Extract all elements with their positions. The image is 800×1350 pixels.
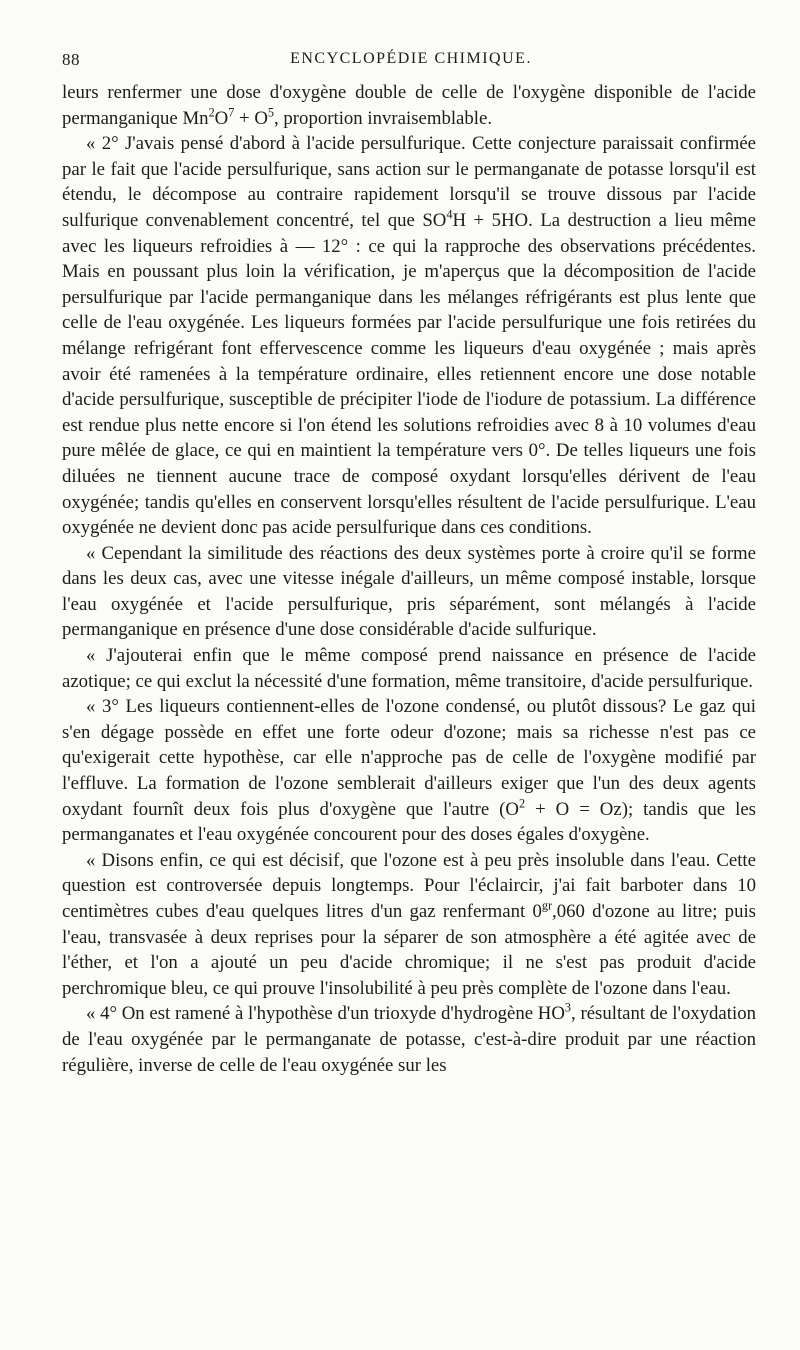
superscript: 5: [267, 105, 275, 120]
text-run: « 3° Les liqueurs contiennent-elles de l'ozone condensé, ou plutôt dissous? Le gaz qui s'en dégage possède en effet une forte odeur d'ozone; mais sa richesse n'est pas ce qu'exigerait cette hypothèse, car elle n'approche pas de celle de l'oxygène modifié par l'effluve. La formation de l'ozone semblerait d'ailleurs exiger que l'un des deux agents oxydant fournît deux fois plus d'oxygène que l'autre (O: [62, 696, 756, 820]
text-run: « 2° J'avais pensé d'abord à l'acide persulfurique. Cette conjecture paraissait confirmée par le fait que l'acide persulfurique, sans action sur le permanganate de potasse lorsqu'il est étendu, le décompose au contraire rapidement lorsqu'il se trouve dissous par l'acide sulfurique convenablement concentré, tel que SO: [62, 133, 756, 231]
text-run: « 4° On est ramené à l'hypothèse d'un trioxyde d'hydrogène HO: [86, 1003, 565, 1025]
paragraph: [62, 643, 756, 694]
paragraph: [62, 848, 756, 1002]
paragraph: [62, 131, 756, 541]
text-run: leurs renfermer une dose d'oxygène double de celle de l'oxygène disponible de l'acide permanganique Mn: [62, 82, 756, 129]
superscript: 7: [228, 105, 235, 120]
page-number: 88: [62, 50, 80, 69]
text-run: , résultant de l'oxydation de l'eau oxygénée par le permanganate de potasse, c'est-à-dire produit par une réaction régulière, inverse de celle de l'eau oxygénée sur les: [62, 1003, 756, 1076]
text-run: H + 5HO. La destruction a lieu même avec les liqueurs refroidies à — 12° : ce qui la rapproche des observations précédentes. Mais en poussant plus loin la vérification, je m'aperçus que la décomposition de l'acide persulfurique par l'acide permanganique dans les mélanges réfrigérants est plus lente que celle de l'eau oxygénée. Les liqueurs formées par l'acide persulfurique une fois retirées du mélange refrigérant font effervescence comme les liqueurs d'eau oxygénée ; mais après avoir été ramenées à la température ordinaire, elles retiennent encore une dose notable d'acide persulfurique, susceptible de précipiter l'iode de l'iodure de potassium. La différence est rendue plus nette encore si l'on étend les solutions refroidies avec 8 à 10 volumes d'eau pure mêlée de glace, ce qui en maintient la température vers 0°. De telles liqueurs une fois diluées ne tiennent aucune trace de composé oxydant lorsqu'elles dérivent de l'eau oxygénée; tandis qu'elles en conservent lorsqu'elles résultent de l'acide persulfurique. L'eau oxygénée ne devient donc pas acide persulfurique dans ces conditions.: [62, 209, 756, 539]
superscript: 2: [208, 105, 215, 120]
running-title: ENCYCLOPÉDIE CHIMIQUE.: [290, 50, 532, 67]
text-run: + O: [234, 107, 268, 129]
body-text: [62, 80, 756, 1078]
text-run: « J'ajouterai enfin que le même composé prend naissance en présence de l'acide azotique; ce qui exclut la nécessité d'une formation, même transitoire, d'acide persulfurique.: [62, 645, 756, 692]
superscript: 2: [519, 796, 526, 811]
text-run: , proportion invraisemblable.: [274, 107, 493, 129]
paragraph: [62, 1001, 756, 1078]
superscript: 3: [564, 1001, 572, 1016]
text-run: O: [214, 107, 229, 129]
superscript: 4: [446, 207, 453, 222]
text-run: + O = Oz); tandis que les permanganates et l'eau oxygénée concourent pour des doses égales d'oxygène.: [62, 798, 756, 846]
page-header: [62, 46, 760, 76]
text-run: « Disons enfin, ce qui est décisif, que l'ozone est à peu près insoluble dans l'eau. Cette question est controversée depuis longtemps. Pour l'éclaircir, j'ai fait barboter dans 10 centimètres cubes d'eau quelques litres d'un gaz renfermant 0: [62, 849, 756, 922]
paragraph: [62, 541, 756, 643]
superscript: gr: [541, 898, 553, 913]
paragraph: [62, 80, 756, 131]
paragraph: [62, 694, 756, 848]
text-run: ,060 d'ozone au litre; puis l'eau, transvasée à deux reprises pour la séparer de son atmosphère a été agitée avec de l'éther, et l'on a ajouté un peu d'acide chromique; il ne s'est pas produit d'acide perchromique bleu, ce qui prouve l'insolubilité à peu près complète de l'ozone dans l'eau.: [62, 901, 756, 999]
text-run: « Cependant la similitude des réactions des deux systèmes porte à croire qu'il se forme dans les deux cas, avec une vitesse inégale d'ailleurs, un même composé instable, lorsque l'eau oxygénée et l'acide persulfurique, pris séparément, sont mélangés à l'acide permanganique en présence d'une dose considérable d'acide sulfurique.: [62, 542, 756, 641]
